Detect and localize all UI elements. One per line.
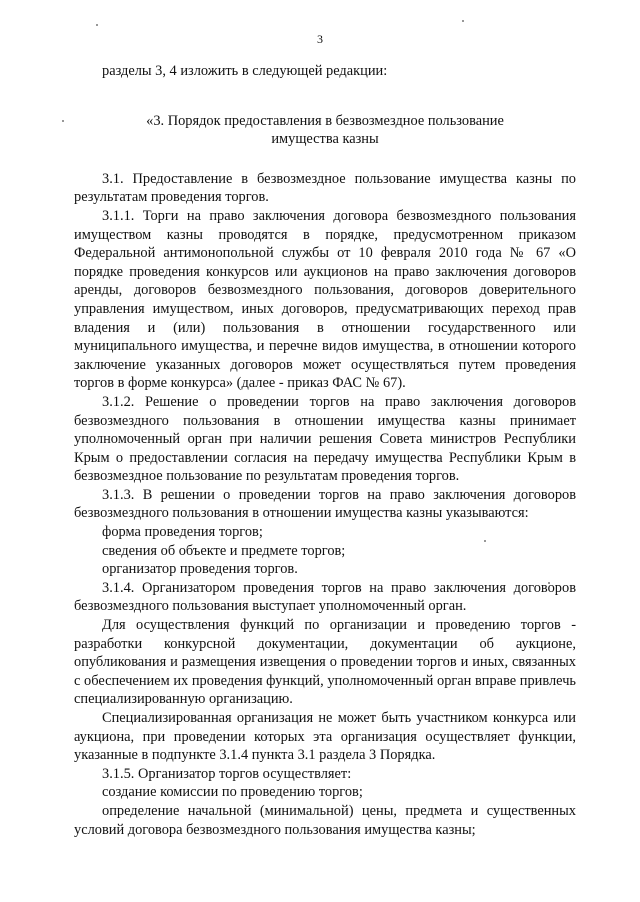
- document-body: [74, 62, 576, 839]
- paragraph-3-1: 3.1. Предоставление в безвозмездное пользование имущества казны по результатам проведения торгов.: [74, 170, 576, 206]
- paragraph-3-1-4: 3.1.4. Организатором проведения торгов на право заключения договоров безвозмездного пользования выступает уполномоченный орган.: [74, 579, 576, 615]
- list-item: создание комиссии по проведению торгов;: [102, 784, 363, 801]
- paragraph-functions: Для осуществления функций по организации и проведению торгов - разработки конкурсной документации, документации об аукционе, опубликования и размещения извещения о проведении торгов и иных, связанных с обеспечением их проведения функций, уполномоченный орган вправе привлечь специализированную организацию.: [74, 617, 576, 708]
- list-item: сведения об объекте и предмете торгов;: [102, 542, 346, 559]
- scan-speck: [462, 20, 464, 22]
- paragraph-3-1-1: 3.1.1. Торги на право заключения договора безвозмездного пользования имуществом казны проводятся в порядке, предусмотренном приказом Федеральной антимонопольной службы от 10 февраля 2010 года № 67 «О порядке проведения конкурсов или аукционов на право заключения договоров аренды, договоров безвозмездного пользования, договоров доверительного управления имуществом, иных договоров, предусматривающих переход прав владения и (или) пользования в отношении государственного или муниципального имущества, и перечне видов имущества, в отношении которого заключение указанных договоров может осуществляться путем проведения торгов в форме конкурса» (далее - приказ ФАС № 67).: [74, 207, 576, 392]
- paragraph-3-1-2: 3.1.2. Решение о проведении торгов на право заключения договоров безвозмездного пользования в отношении имущества казны принимает уполномоченный орган при наличии решения Совета министров Республики Крым о предоставлении согласия на передачу имущества Республики Крым в безвозмездное пользование по результатам проведения торгов.: [74, 393, 576, 485]
- paragraph-specialized-org: Специализированная организация не может быть участником конкурса или аукциона, при проведении которых эта организация осуществляет функции, указанные в подпункте 3.1.4 пункта 3.1 раздела 3 Порядка.: [74, 710, 576, 764]
- section-title-line-1: «3. Порядок предоставления в безвозмездное пользование: [146, 112, 504, 129]
- paragraph-3-1-5: 3.1.5. Организатор торгов осуществляет:: [102, 765, 352, 782]
- section-title: [74, 112, 576, 149]
- page-number: 3: [317, 32, 323, 46]
- section-title-line-2: имущества казны: [271, 131, 379, 148]
- paragraph-3-1-3: 3.1.3. В решении о проведении торгов на право заключения договоров безвозмездного пользования в отношении имущества казны указываются:: [74, 486, 576, 522]
- scan-speck: [96, 24, 98, 26]
- list-item: форма проведения торгов;: [102, 524, 263, 541]
- intro-line: разделы 3, 4 изложить в следующей редакции:: [102, 63, 388, 79]
- list-item: организатор проведения торгов.: [102, 561, 298, 578]
- scan-speck: [62, 120, 64, 122]
- list-item: определение начальной (минимальной) цены, предмета и существенных условий договора безвозмездного пользования имущества казны;: [74, 802, 576, 838]
